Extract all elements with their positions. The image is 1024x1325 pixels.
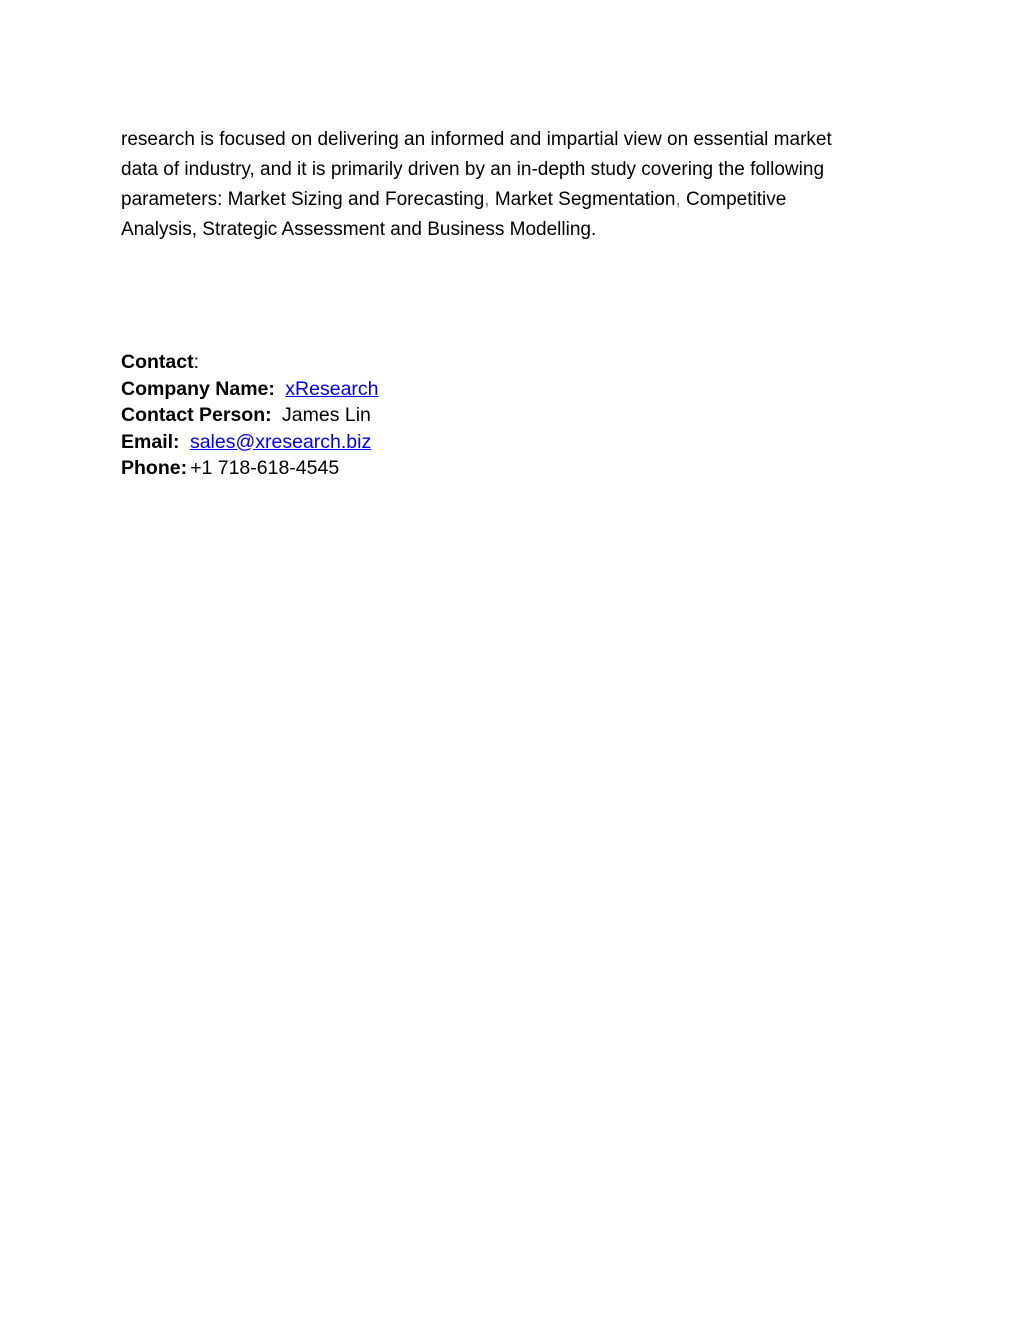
paragraph-line: research is focused on delivering an informed and impartial view on essential market (121, 129, 832, 150)
phone-value: +1 718-618-4545 (190, 457, 340, 479)
phone-row (121, 455, 379, 482)
contact-heading-colon: : (193, 351, 200, 373)
company-row (121, 376, 379, 403)
paragraph-line: Analysis, Strategic Assessment and Business Modelling. (121, 219, 597, 240)
contact-heading-row (121, 349, 379, 376)
phone-label: Phone: (121, 457, 188, 479)
email-link[interactable]: sales@xresearch.biz (189, 430, 372, 453)
paragraph-line (121, 185, 901, 215)
paragraph-text: Competitive (680, 189, 787, 210)
comma-separator: , (484, 189, 490, 210)
contact-block (121, 349, 379, 482)
body-paragraph (121, 125, 901, 245)
comma-separator: , (675, 189, 681, 210)
paragraph-text: Market Segmentation (489, 189, 676, 210)
email-label: Email: (121, 430, 180, 453)
paragraph-line: data of industry, and it is primarily driven by an in-depth study covering the following (121, 159, 825, 180)
person-label: Contact Person: (121, 404, 272, 426)
paragraph-text: parameters: Market Sizing and Forecasting (121, 189, 485, 210)
company-link[interactable]: xResearch (285, 377, 379, 400)
contact-heading: Contact (121, 351, 194, 373)
person-value: James Lin (282, 404, 371, 426)
company-label: Company Name: (121, 377, 275, 400)
email-row (121, 429, 379, 456)
person-row (121, 402, 379, 429)
